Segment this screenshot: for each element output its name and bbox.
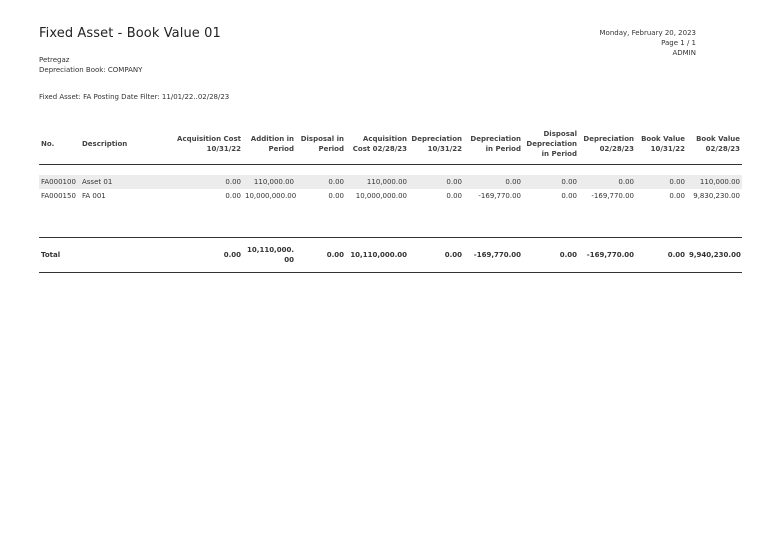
cell-addition: 10,000,000.00 [245, 192, 297, 200]
cell-disposal-depr: 0.00 [523, 175, 579, 189]
col-depr-end: Depreciation 02/28/23 [579, 124, 636, 165]
total-depr-period: -169,770.00 [464, 238, 523, 273]
total-disposal-depr: 0.00 [523, 238, 579, 273]
header-row [39, 124, 742, 165]
cell-addition: 110,000.00 [243, 175, 296, 189]
cell-bv-end: 110,000.00 [687, 175, 742, 189]
table-row [39, 189, 742, 203]
cell-depr-end: 0.00 [579, 175, 636, 189]
total-acq-cost-start: 0.00 [142, 238, 243, 273]
cell-no: FA000150 [41, 192, 76, 200]
col-description: Description [80, 124, 142, 165]
cell-description: FA 001 [82, 192, 106, 200]
cell-disposal-depr: 0.00 [561, 192, 577, 200]
cell-depr-period: 0.00 [464, 175, 523, 189]
total-bv-start: 0.00 [636, 238, 687, 273]
cell-acq-cost-start: 0.00 [142, 175, 243, 189]
total-row [39, 238, 742, 273]
page-number: Page 1 / 1 [661, 39, 696, 47]
table-row [39, 175, 742, 189]
cell-no: FA000100 [39, 175, 80, 189]
depreciation-book: Depreciation Book: COMPANY [39, 66, 143, 74]
cell-depr-start: 0.00 [446, 192, 462, 200]
col-acq-cost-end: Acquisition Cost 02/28/23 [346, 124, 409, 165]
col-bv-end: Book Value 02/28/23 [687, 124, 742, 165]
cell-depr-start: 0.00 [409, 175, 464, 189]
report-header-info [600, 28, 697, 58]
report-title: Fixed Asset - Book Value 01 [39, 26, 221, 41]
cell-acq-cost-end: 110,000.00 [346, 175, 409, 189]
book-value-table [39, 124, 742, 273]
total-acq-cost-end: 10,110,000.00 [346, 238, 409, 273]
cell-bv-start: 0.00 [669, 192, 685, 200]
report-date: Monday, February 20, 2023 [599, 29, 696, 37]
cell-acq-cost-start: 0.00 [225, 192, 241, 200]
cell-depr-period: -169,770.00 [478, 192, 521, 200]
cell-bv-start: 0.00 [636, 175, 687, 189]
cell-depr-end: -169,770.00 [591, 192, 634, 200]
col-addition: Addition in Period [243, 124, 296, 165]
col-disposal: Disposal in Period [296, 124, 346, 165]
col-depr-start: Depreciation 10/31/22 [409, 124, 464, 165]
col-bv-start: Book Value 10/31/22 [636, 124, 687, 165]
cell-bv-end: 9,830,230.00 [693, 192, 740, 200]
col-acq-cost-start: Acquisition Cost 10/31/22 [142, 124, 243, 165]
cell-acq-cost-end: 10,000,000.00 [355, 192, 407, 200]
company-info [39, 55, 142, 75]
total-label: Total [39, 238, 142, 273]
total-depr-start: 0.00 [409, 238, 464, 273]
cell-description: Asset 01 [80, 175, 142, 189]
col-no: No. [39, 124, 80, 165]
user-id: ADMIN [672, 49, 696, 57]
col-depr-period: Depreciation in Period [464, 124, 523, 165]
col-disposal-depr: Disposal Depreciation in Period [523, 124, 579, 165]
cell-disposal: 0.00 [328, 192, 344, 200]
company-name: Petregaz [39, 56, 70, 64]
total-depr-end: -169,770.00 [579, 238, 636, 273]
total-bv-end: 9,940,230.00 [687, 238, 742, 273]
total-addition: 10,110,000.00 [243, 238, 296, 273]
filter-text: Fixed Asset: FA Posting Date Filter: 11/01/22..02/28/23 [39, 93, 230, 101]
total-disposal: 0.00 [296, 238, 346, 273]
cell-disposal: 0.00 [296, 175, 346, 189]
